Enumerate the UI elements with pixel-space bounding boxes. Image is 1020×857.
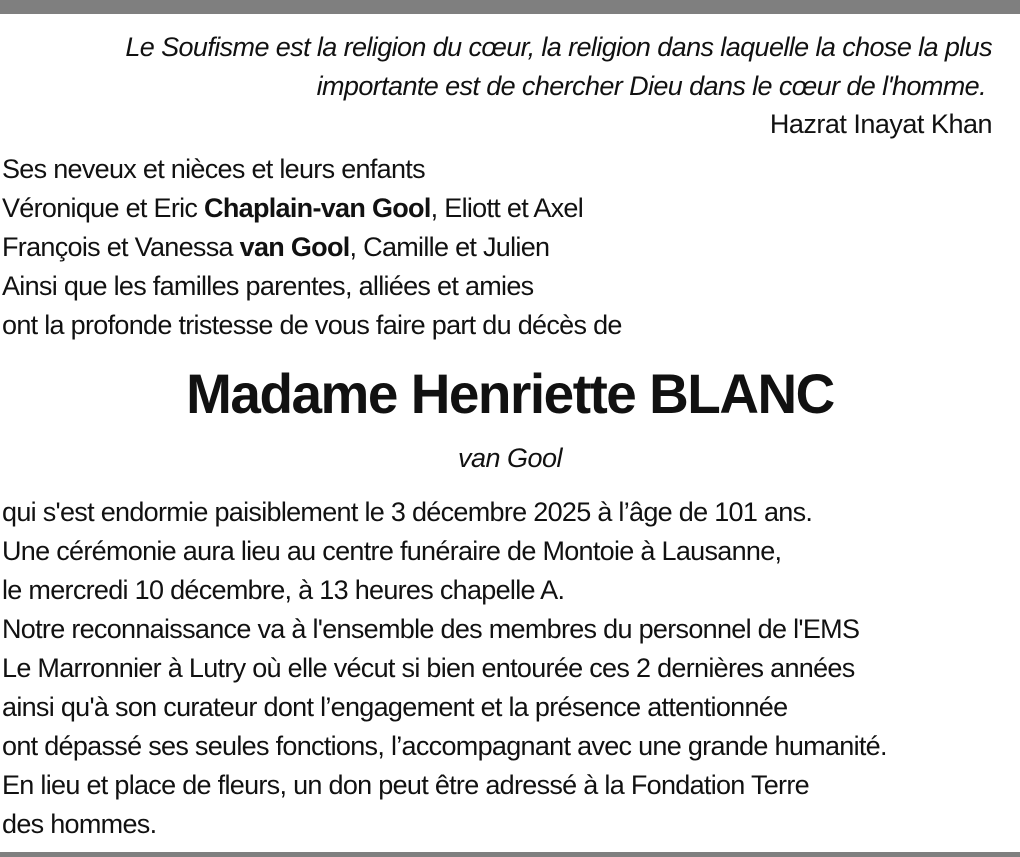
- epigraph-quote: [32, 28, 992, 106]
- body-line: des hommes.: [2, 809, 157, 839]
- quote-line: Le Soufisme est la religion du cœur, la religion dans laquelle la chose la plus: [125, 32, 992, 62]
- family-relatives: Ainsi que les familles parentes, alliées et amies: [2, 271, 534, 301]
- family-row: [2, 228, 1018, 267]
- family-row-text: , Camille et Julien: [349, 232, 550, 262]
- body-line: Une cérémonie aura lieu au centre funéraire de Montoie à Lausanne,: [2, 536, 782, 566]
- family-row-text: François et Vanessa: [2, 232, 240, 262]
- family-row-text: , Eliott et Axel: [430, 193, 584, 223]
- announcement-line: ont la profonde tristesse de vous faire part du décès de: [2, 310, 622, 340]
- body-line: qui s'est endormie paisiblement le 3 décembre 2025 à l’âge de 101 ans.: [2, 497, 813, 527]
- quote-line: importante est de chercher Dieu dans le cœur de l'homme.: [316, 71, 986, 101]
- deceased-name: Madame Henriette BLANC: [186, 362, 834, 425]
- body-line: Le Marronnier à Lutry où elle vécut si bien entourée ces 2 dernières années: [2, 653, 855, 683]
- family-intro: Ses neveux et nièces et leurs enfants: [2, 154, 425, 184]
- body-line: le mercredi 10 décembre, à 13 heures chapelle A.: [2, 575, 565, 605]
- family-surname: Chaplain-van Gool: [204, 193, 431, 223]
- deceased-maiden-name: van Gool: [457, 443, 563, 473]
- body-line: ont dépassé ses seules fonctions, l’accompagnant avec une grande humanité.: [2, 731, 887, 761]
- body-line: En lieu et place de fleurs, un don peut être adressé à la Fondation Terre: [2, 770, 809, 800]
- family-row: [2, 189, 1018, 228]
- bottom-border-rule: [0, 852, 1020, 857]
- family-surname: van Gool: [239, 232, 350, 262]
- body-line: ainsi qu'à son curateur dont l’engagement et la présence attentionnée: [2, 692, 788, 722]
- top-border-rule: [0, 0, 1020, 14]
- family-row-text: Véronique et Eric: [2, 193, 205, 223]
- quote-author: Hazrat Inayat Khan: [769, 109, 992, 139]
- notice-body: [2, 493, 1018, 844]
- body-line: Notre reconnaissance va à l'ensemble des membres du personnel de l'EMS: [2, 614, 860, 644]
- family-section: [2, 150, 1018, 345]
